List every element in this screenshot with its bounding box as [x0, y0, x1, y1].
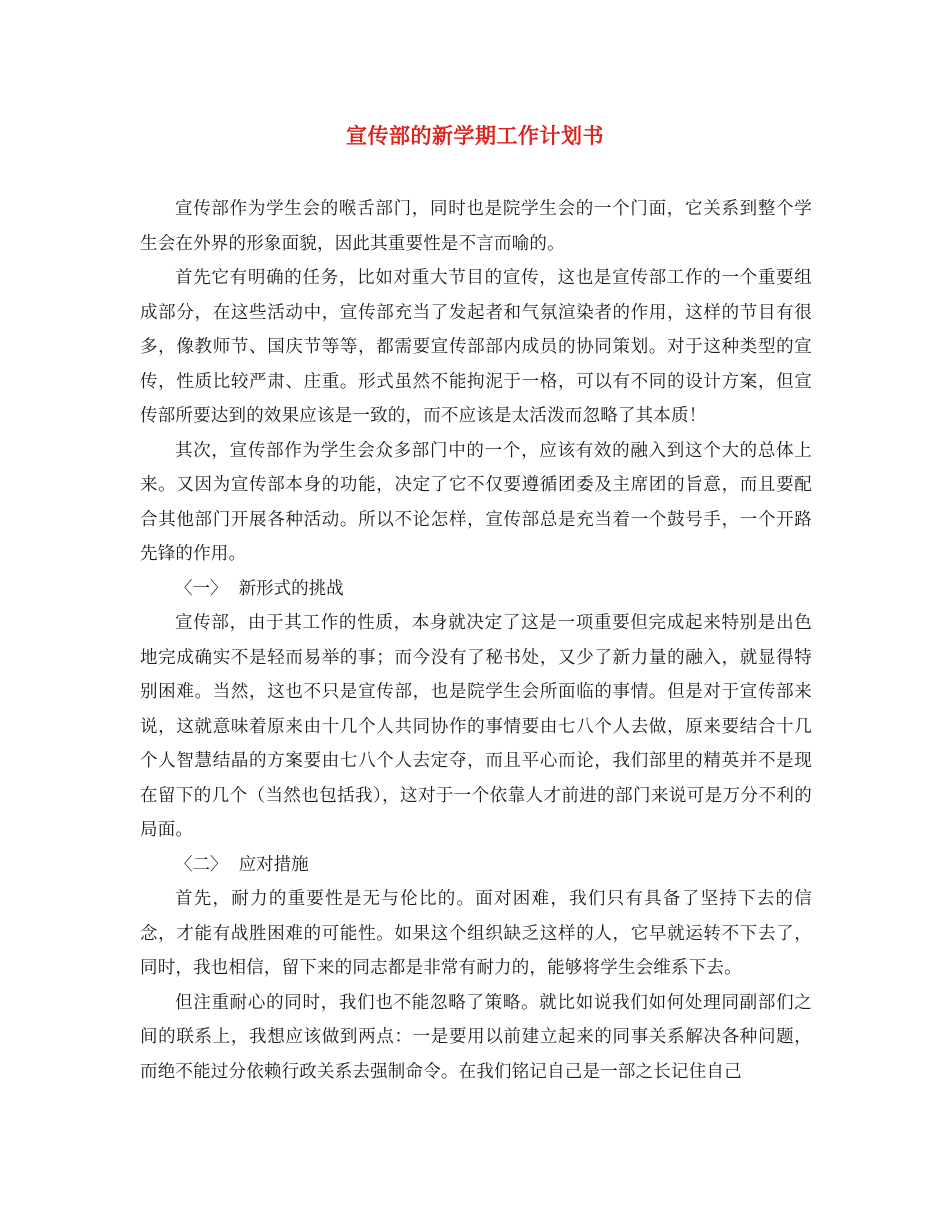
paragraph-tasks: 首先它有明确的任务，比如对重大节目的宣传，这也是宣传部工作的一个重要组成部分，在这些活动中，宣传部充当了发起者和气氛渲染者的作用，这样的节目有很多，像教师节、国庆节等等，都需要宣传部部内成员的协同策划。对于这种类型的宣传，性质比较严肃、庄重。形式虽然不能拘泥于一格，可以有不同的设计方案，但宣传部所要达到的效果应该是一致的，而不应该是太活泼而忽略了其本质！: [140, 268, 812, 426]
document-body: [140, 192, 812, 1089]
paragraph-strategy: 但注重耐心的同时，我们也不能忽略了策略。就比如说我们如何处理同副部们之间的联系上，我想应该做到两点：一是要用以前建立起来的同事关系解决各种问题，而绝不能过分依赖行政关系去强制命令。在我们铭记自己是一部之长记住自己: [140, 992, 812, 1082]
section-heading-measures: 〈二〉 应对措施: [175, 854, 309, 875]
paragraph-integration: 其次，宣传部作为学生会众多部门中的一个，应该有效的融入到这个大的总体上来。又因为宣传部本身的功能，决定了它不仅要遵循团委及主席团的旨意，而且要配合其他部门开展各种活动。所以不论怎样，宣传部总是充当着一个鼓号手，一个开路先锋的作用。: [140, 440, 812, 564]
paragraph-endurance: 首先，耐力的重要性是无与伦比的。面对困难，我们只有具备了坚持下去的信念，才能有战胜困难的可能性。如果这个组织缺乏这样的人，它早就运转不下去了，同时，我也相信，留下来的同志都是非常有耐力的，能够将学生会维系下去。: [140, 889, 812, 978]
document-title: 宣传部的新学期工作计划书: [346, 123, 604, 148]
section-heading-challenge: 〈一〉 新形式的挑战: [175, 578, 344, 599]
paragraph-challenge: 宣传部，由于其工作的性质，本身就决定了这是一项重要但完成起来特别是出色地完成确实不是轻而易举的事；而今没有了秘书处，又少了新力量的融入，就显得特别困难。当然，这也不只是宣传部，也是院学生会所面临的事情。但是对于宣传部来说，这就意味着原来由十几个人共同协作的事情要由七八个人去做，原来要结合十几个人智慧结晶的方案要由七八个人去定夺，而且平心而论，我们部里的精英并不是现在留下的几个（当然也包括我），这对于一个依靠人才前进的部门来说可是万分不利的局面。: [140, 613, 812, 840]
paragraph-intro: 宣传部作为学生会的喉舌部门，同时也是院学生会的一个门面，它关系到整个学生会在外界的形象面貌，因此其重要性是不言而喻的。: [140, 199, 812, 254]
